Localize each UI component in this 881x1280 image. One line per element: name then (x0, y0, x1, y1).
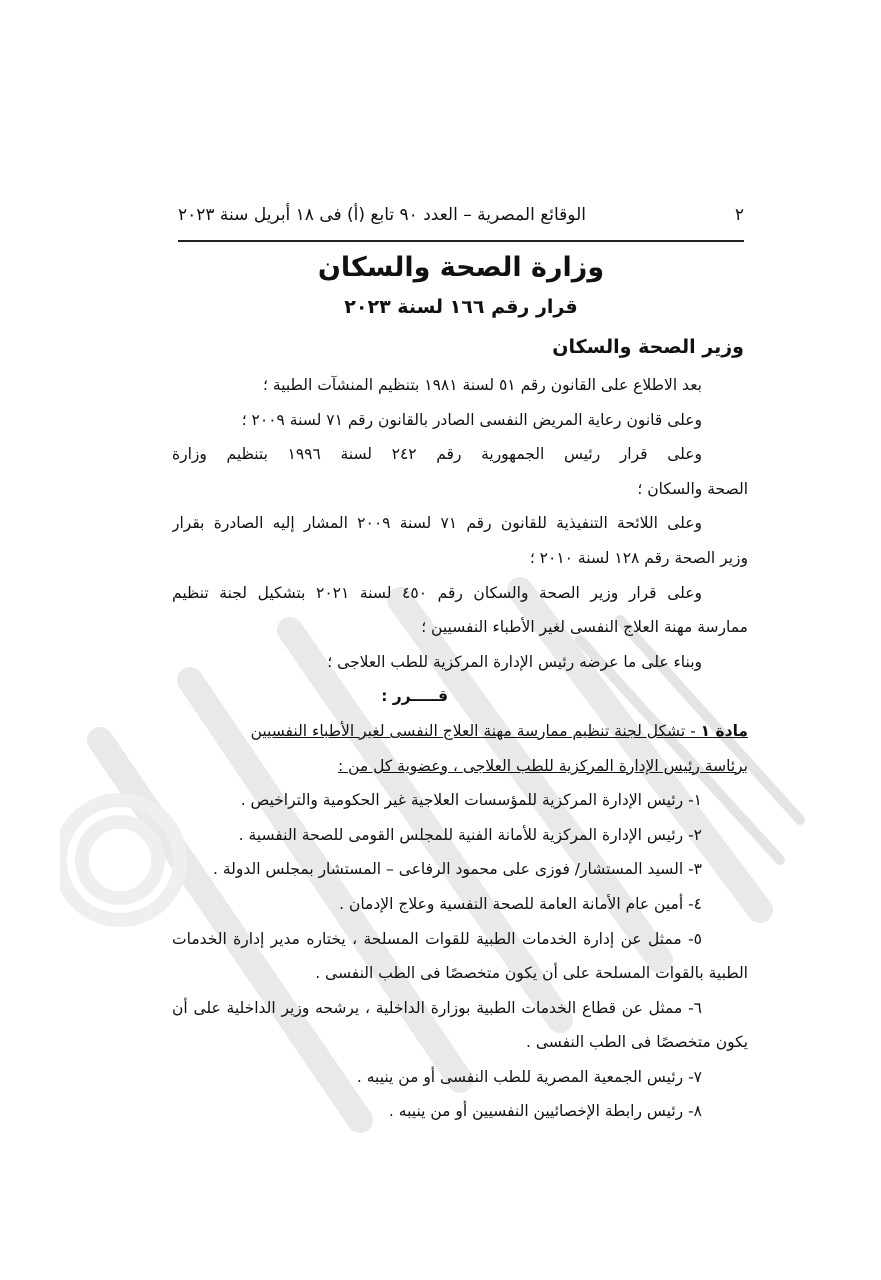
article-1-line2: برئاسة رئيس الإدارة المركزية للطب العلاجى ، وعضوية كل من : (337, 756, 748, 775)
decree-title: قرار رقم ١٦٦ لسنة ٢٠٢٣ (344, 296, 578, 318)
member-item: ٦- ممثل عن قطاع الخدمات الطبية بوزارة الداخلية ، يرشحه وزير الداخلية على أن (172, 998, 702, 1017)
page-number: ٢ (734, 205, 744, 225)
member-item: ٣- السيد المستشار/ فوزى على محمود الرفاعى – المستشار بمجلس الدولة . (213, 860, 702, 879)
member-item: ٨- رئيس رابطة الإخصائيين النفسيين أو من ينيبه . (388, 1102, 702, 1121)
preamble-line: وعلى قانون رعاية المريض النفسى الصادر بالقانون رقم ٧١ لسنة ٢٠٠٩ ؛ (241, 410, 702, 429)
article-1-line1: - تشكل لجنة تنظيم ممارسة مهنة العلاج النفسى لغير الأطباء النفسيين (250, 721, 701, 740)
document-body (172, 368, 748, 1129)
preamble-line: وعلى قرار وزير الصحة والسكان رقم ٤٥٠ لسنة ٢٠٢١ بتشكيل لجنة تنظيم (172, 583, 702, 602)
header-divider (178, 240, 744, 242)
member-item-continuation: يكون متخصصًا فى الطب النفسى . (525, 1033, 748, 1052)
preamble-line: وزير الصحة رقم ١٢٨ لسنة ٢٠١٠ ؛ (529, 548, 748, 567)
preamble-line: وعلى اللائحة التنفيذية للقانون رقم ٧١ لسنة ٢٠٠٩ المشار إليه الصادرة بقرار (172, 514, 702, 533)
article-1-label: مادة ١ (700, 721, 748, 740)
ministry-title: وزارة الصحة والسكان (317, 252, 605, 283)
article-1-first-line (172, 714, 748, 749)
member-item: ٢- رئيس الإدارة المركزية للأمانة الفنية للمجلس القومى للصحة النفسية . (238, 825, 702, 844)
member-item-continuation: الطبية بالقوات المسلحة على أن يكون متخصصًا فى الطب النفسى . (315, 964, 748, 983)
publication-line: الوقائع المصرية – العدد ٩٠ تابع (أ) فى ١٨ أبريل سنة ٢٠٢٣ (178, 205, 586, 225)
member-item: ٤- أمين عام الأمانة العامة للصحة النفسية وعلاج الإدمان . (339, 894, 702, 913)
running-header (178, 198, 744, 232)
member-item: ١- رئيس الإدارة المركزية للمؤسسات العلاجية غير الحكومية والتراخيص . (240, 791, 702, 810)
preamble-line: بعد الاطلاع على القانون رقم ٥١ لسنة ١٩٨١ بتنظيم المنشآت الطبية ؛ (263, 376, 702, 394)
preamble-line: الصحة والسكان ؛ (637, 479, 748, 498)
article-1-text (251, 722, 748, 740)
member-item: ٥- ممثل عن إدارة الخدمات الطبية للقوات المسلحة ، يختاره مدير إدارة الخدمات (172, 929, 702, 948)
preamble-line: وعلى قرار رئيس الجمهورية رقم ٢٤٢ لسنة ١٩٩٦ بتنظيم وزارة (172, 445, 702, 464)
preamble-line: وبناء على ما عرضه رئيس الإدارة المركزية للطب العلاجى ؛ (327, 652, 702, 671)
preamble-line: ممارسة مهنة العلاج النفسى لغير الأطباء النفسيين ؛ (421, 618, 748, 637)
member-item: ٧- رئيس الجمعية المصرية للطب النفسى أو من ينيبه . (356, 1067, 702, 1086)
article-1-second-line (172, 749, 748, 784)
minister-title: وزير الصحة والسكان (552, 336, 744, 358)
decides-label: قـــــرر : (381, 687, 448, 706)
